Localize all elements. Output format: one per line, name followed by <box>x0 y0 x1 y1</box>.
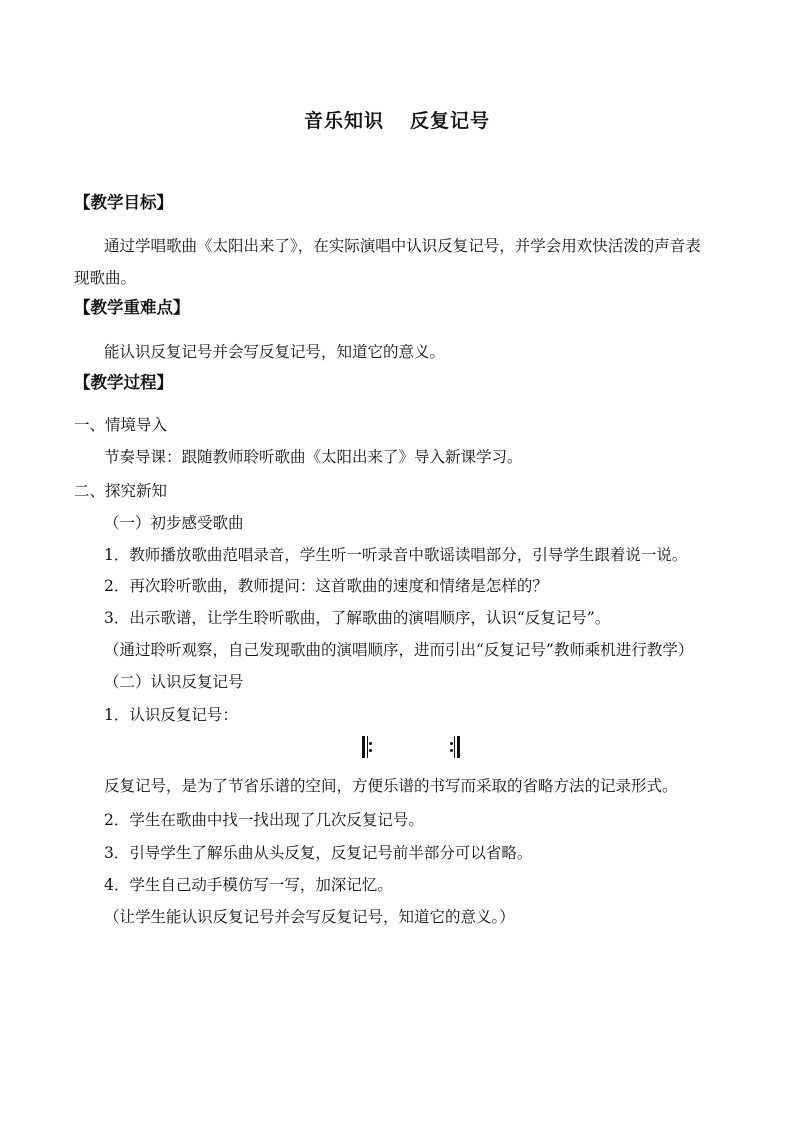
part1-text: 节奏导课：跟随教师聆听歌曲《太阳出来了》导入新课学习。 <box>104 448 523 466</box>
sub2-item-3: 3．引导学生了解乐曲从头反复，反复记号前半部分可以省略。 <box>104 844 533 862</box>
sub1-item-1: 1．教师播放歌曲范唱录音，学生听一听录音中歌谣读唱部分，引导学生跟着说一说。 <box>104 546 688 564</box>
sub2-definition: 反复记号，是为了节省乐谱的空间，方便乐谱的书写而采取的省略方法的记录形式。 <box>104 777 678 795</box>
difficulties-heading: 【教学重难点】 <box>74 298 190 317</box>
title-part-2: 反复记号 <box>410 110 491 132</box>
objectives-heading: 【教学目标】 <box>74 193 173 212</box>
repeat-signs-figure <box>0 736 794 758</box>
difficulties-text: 能认识反复记号并会写反复记号，知道它的意义。 <box>104 343 446 361</box>
repeat-end-sign-icon <box>450 736 460 758</box>
part1-title: 一、情境导入 <box>74 416 168 434</box>
sub1-title: （一）初步感受歌曲 <box>104 514 244 532</box>
repeat-start-sign-icon <box>362 736 372 758</box>
part2-title: 二、探究新知 <box>74 482 168 500</box>
sub2-item-4: 4．学生自己动手模仿写一写，加深记忆。 <box>104 876 393 894</box>
sub2-note: （让学生能认识反复记号并会写反复记号，知道它的意义。） <box>104 908 515 926</box>
page-title <box>0 106 794 133</box>
title-part-1: 音乐知识 <box>303 110 384 132</box>
sub1-item-3: 3．出示歌谱，让学生聆听歌曲，了解歌曲的演唱顺序，认识“反复记号”。 <box>104 609 611 627</box>
sub2-item-1: 1．认识反复记号： <box>104 706 238 724</box>
sub1-item-2: 2．再次聆听歌曲，教师提问：这首歌曲的速度和情绪是怎样的？ <box>104 577 548 595</box>
sub2-item-2: 2．学生在歌曲中找一找出现了几次反复记号。 <box>104 811 424 829</box>
objectives-line-1: 通过学唱歌曲《太阳出来了》，在实际演唱中认识反复记号，并学会用欢快活泼的声音表 <box>104 237 701 255</box>
process-heading: 【教学过程】 <box>74 373 173 392</box>
sub1-note: （通过聆听观察，自己发现歌曲的演唱顺序，进而引出“反复记号”教师乘机进行教学） <box>104 641 694 659</box>
objectives-line-2: 现歌曲。 <box>74 269 137 287</box>
sub2-title: （二）认识反复记号 <box>104 673 244 691</box>
